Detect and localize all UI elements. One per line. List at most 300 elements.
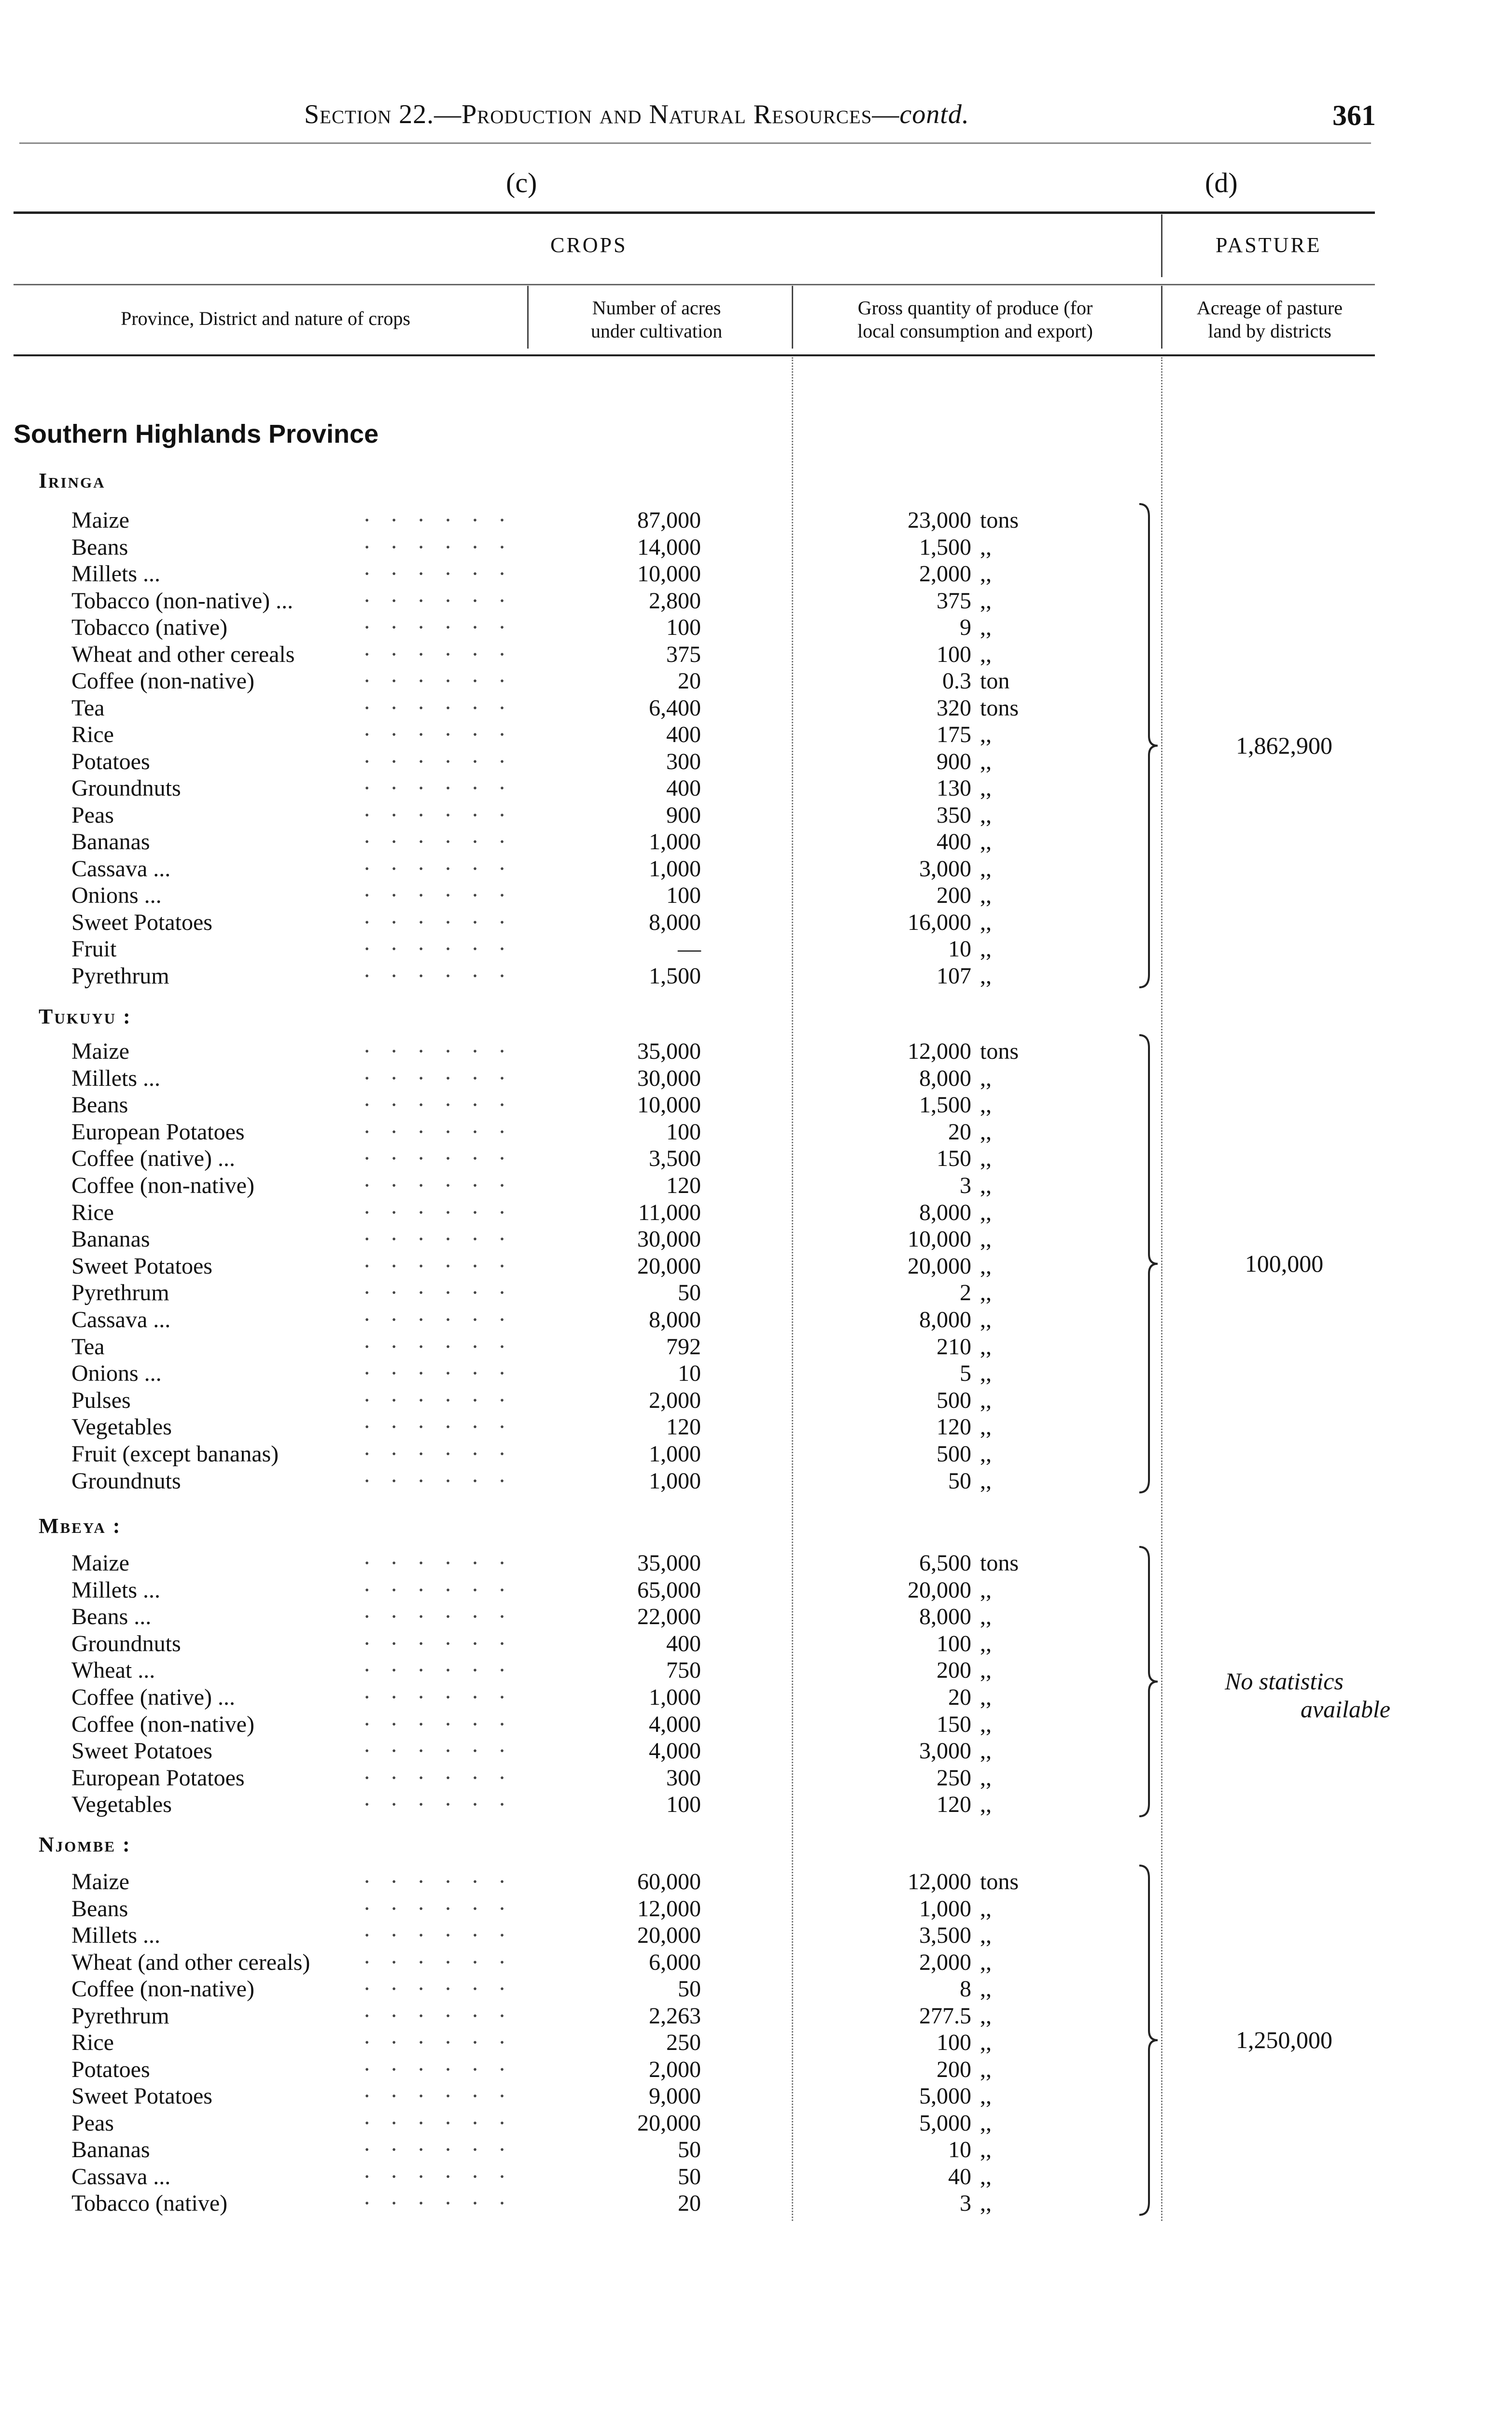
dot-leader: · · · · · · <box>363 1869 513 1895</box>
dot-leader: · · · · · · <box>363 1711 513 1737</box>
crop-name: Pyrethrum <box>71 2003 169 2029</box>
col-divider-3 <box>1161 286 1162 349</box>
quantity-cell: 3 <box>960 1173 971 1198</box>
quantity-cell: 120 <box>937 1792 971 1818</box>
crop-name: Potatoes <box>71 748 150 774</box>
quantity-cell: 3 <box>960 2190 971 2216</box>
unit-cell: ,, <box>980 1333 992 1360</box>
district-heading: Mbeya : <box>39 1514 122 1538</box>
crop-name: Sweet Potatoes <box>71 1738 212 1764</box>
dot-leader: · · · · · · <box>363 963 513 989</box>
dot-leader: · · · · · · <box>363 1765 513 1791</box>
quantity-cell: 50 <box>948 1468 971 1494</box>
acres-cell: 6,400 <box>649 695 701 721</box>
quantity-cell: 2,000 <box>919 1949 971 1975</box>
crop-name: Rice <box>71 722 114 747</box>
crop-name: Sweet Potatoes <box>71 2083 212 2109</box>
pasture-value: 1,250,000 <box>1236 2026 1332 2053</box>
crop-name: Potatoes <box>71 2056 150 2082</box>
acres-cell: 87,000 <box>637 507 701 533</box>
unit-cell: ,, <box>980 1792 992 1818</box>
quantity-cell: 120 <box>937 1414 971 1440</box>
crop-name: European Potatoes <box>71 1765 245 1791</box>
dot-leader: · · · · · · <box>363 1738 513 1764</box>
acres-cell: 30,000 <box>637 1226 701 1252</box>
acres-cell: 8,000 <box>649 909 701 935</box>
dot-leader: · · · · · · <box>363 1441 513 1467</box>
acres-cell: 11,000 <box>638 1199 701 1225</box>
unit-cell: ,, <box>980 534 992 560</box>
acres-cell: 100 <box>666 883 701 908</box>
pasture-value <box>1178 1667 1390 1723</box>
unit-cell: ,, <box>980 1280 992 1306</box>
acres-cell: 20 <box>678 2190 701 2216</box>
crop-name: Tobacco (non-native) ... <box>71 588 294 614</box>
crops-heading: CROPS <box>550 233 628 257</box>
quantity-cell: 500 <box>937 1441 971 1467</box>
unit-cell: ,, <box>980 1604 992 1630</box>
crop-name: Tobacco (native) <box>71 2190 228 2216</box>
table-row <box>0 507 1512 534</box>
crop-name: Coffee (non-native) <box>71 668 254 694</box>
acres-cell: 400 <box>666 722 701 747</box>
table-row <box>0 1738 1512 1765</box>
quantity-cell: 12,000 <box>908 1039 971 1064</box>
crop-name: Groundnuts <box>71 1468 181 1494</box>
table-row <box>0 1414 1512 1441</box>
unit-cell: ,, <box>980 1630 992 1656</box>
quantity-cell: 10 <box>948 936 971 962</box>
table-row <box>0 2163 1512 2190</box>
table-row <box>0 802 1512 829</box>
crop-name: Sweet Potatoes <box>71 909 212 935</box>
acres-cell: 50 <box>678 2163 701 2189</box>
quantity-cell: 100 <box>937 1630 971 1656</box>
crop-name: Coffee (native) ... <box>71 1146 235 1172</box>
table-row <box>0 668 1512 695</box>
crop-name: Coffee (native) ... <box>71 1684 235 1710</box>
crop-name: Beans ... <box>71 1604 152 1630</box>
dot-leader: · · · · · · <box>363 668 513 694</box>
quantity-cell: 100 <box>937 2030 971 2055</box>
col-divider-2 <box>792 286 793 349</box>
col-divider-1 <box>527 286 529 349</box>
table-row <box>0 1468 1512 1495</box>
dot-leader: · · · · · · <box>363 507 513 533</box>
crop-name: Pyrethrum <box>71 1280 169 1306</box>
table-row <box>0 963 1512 990</box>
dot-leader: · · · · · · <box>363 1307 513 1333</box>
acres-cell: 22,000 <box>637 1604 701 1630</box>
quantity-cell: 20,000 <box>908 1577 971 1603</box>
quantity-cell: 10 <box>948 2137 971 2162</box>
dot-leader: · · · · · · <box>363 748 513 774</box>
dot-leader: · · · · · · <box>363 883 513 908</box>
table-row <box>0 2083 1512 2110</box>
acres-cell: 120 <box>666 1173 701 1198</box>
crops-subrule <box>14 284 1375 285</box>
crop-name: Onions ... <box>71 883 162 908</box>
table-row <box>0 1306 1512 1333</box>
unit-cell: ,, <box>980 1092 992 1118</box>
table-row <box>0 1199 1512 1226</box>
unit-cell: ,, <box>980 1226 992 1252</box>
quantity-cell: 100 <box>937 641 971 667</box>
table-row <box>0 561 1512 588</box>
acres-cell: 10,000 <box>637 561 701 587</box>
quantity-cell: 200 <box>937 1657 971 1684</box>
quantity-cell: 8,000 <box>919 1065 971 1091</box>
dot-leader: · · · · · · <box>363 1199 513 1225</box>
unit-cell: ,, <box>980 722 992 747</box>
dot-leader: · · · · · · <box>363 1792 513 1818</box>
unit-cell: ,, <box>980 615 992 640</box>
quantity-cell: 5,000 <box>919 2110 971 2136</box>
table-row <box>0 1868 1512 1895</box>
crop-name: Rice <box>71 2030 114 2055</box>
unit-cell: ,, <box>980 936 992 962</box>
dot-leader: · · · · · · <box>363 1119 513 1145</box>
contd-label: contd. <box>899 99 969 129</box>
unit-cell: ,, <box>980 1468 992 1494</box>
dot-leader: · · · · · · <box>363 1280 513 1306</box>
dot-leader: · · · · · · <box>363 856 513 882</box>
dot-leader: · · · · · · <box>363 1361 513 1387</box>
dot-leader: · · · · · · <box>363 1923 513 1948</box>
quantity-cell: 2 <box>960 1280 971 1306</box>
quantity-cell: 2,000 <box>919 561 971 587</box>
crop-name: Bananas <box>71 829 150 855</box>
table-row <box>0 828 1512 856</box>
acres-cell: 30,000 <box>637 1065 701 1091</box>
acres-cell: 60,000 <box>637 1869 701 1895</box>
unit-cell: ,, <box>980 1738 992 1764</box>
crop-name: Onions ... <box>71 1361 162 1387</box>
dot-leader: · · · · · · <box>363 561 513 587</box>
quantity-cell: 23,000 <box>908 507 971 533</box>
crop-name: Peas <box>71 802 114 828</box>
crop-name: Rice <box>71 1199 114 1225</box>
quantity-cell: 16,000 <box>908 909 971 935</box>
dot-leader: · · · · · · <box>363 1550 513 1576</box>
table-row <box>0 695 1512 722</box>
dot-leader: · · · · · · <box>363 2003 513 2029</box>
quantity-cell: 8 <box>960 1976 971 2002</box>
table-row <box>0 2190 1512 2217</box>
crop-name: Vegetables <box>71 1792 172 1818</box>
quantity-cell: 277.5 <box>919 2003 971 2029</box>
dot-leader: · · · · · · <box>363 1146 513 1172</box>
crop-name: Tea <box>71 1333 105 1360</box>
acres-cell: 9,000 <box>649 2083 701 2109</box>
crop-name: Millets ... <box>71 1923 161 1948</box>
quantity-cell: 1,500 <box>919 1092 971 1118</box>
dot-leader: · · · · · · <box>363 1468 513 1494</box>
dot-leader: · · · · · · <box>363 936 513 962</box>
quantity-cell: 8,000 <box>919 1307 971 1333</box>
acres-col-header-line2: under cultivation <box>590 320 723 342</box>
quantity-cell: 40 <box>948 2163 971 2189</box>
table-row <box>0 936 1512 963</box>
pasture-value: 1,862,900 <box>1236 731 1332 759</box>
crop-name: Bananas <box>71 2137 150 2162</box>
crop-name: Cassava ... <box>71 856 171 882</box>
acres-cell: 2,263 <box>649 2003 701 2029</box>
dot-leader: · · · · · · <box>363 534 513 560</box>
table-row <box>0 1630 1512 1657</box>
dot-leader: · · · · · · <box>363 2110 513 2136</box>
acres-cell: 50 <box>678 1976 701 2002</box>
acres-cell: 50 <box>678 2137 701 2162</box>
dot-leader: · · · · · · <box>363 1630 513 1656</box>
dot-leader: · · · · · · <box>363 1684 513 1710</box>
crop-name: Fruit <box>71 936 117 962</box>
unit-cell: ,, <box>980 2190 992 2216</box>
acres-cell: 4,000 <box>649 1738 701 1764</box>
unit-cell: ,, <box>980 641 992 667</box>
unit-cell: tons <box>980 1039 1019 1064</box>
column-c-label: (c) <box>506 167 537 198</box>
acres-cell: 4,000 <box>649 1711 701 1737</box>
province-heading: Southern Highlands Province <box>14 420 379 449</box>
qty-col-header-line2: local consumption and export) <box>857 320 1093 342</box>
pasture-col-header <box>1163 296 1376 343</box>
quantity-cell: 3,000 <box>919 856 971 882</box>
table-row <box>0 1976 1512 2003</box>
acres-col-header <box>531 296 782 343</box>
province-col-header: Province, District and nature of crops <box>121 308 410 329</box>
unit-cell: tons <box>980 695 1019 721</box>
head-rule <box>19 142 1371 144</box>
table-row <box>0 614 1512 641</box>
acres-cell: 3,500 <box>649 1146 701 1172</box>
crop-name: Pyrethrum <box>71 963 169 989</box>
quantity-cell: 3,500 <box>919 1923 971 1948</box>
unit-cell: ,, <box>980 2030 992 2055</box>
acres-cell: 6,000 <box>649 1949 701 1975</box>
quantity-cell: 150 <box>937 1711 971 1737</box>
acres-cell: 1,000 <box>649 829 701 855</box>
dot-leader: · · · · · · <box>363 2137 513 2162</box>
quantity-cell: 6,500 <box>919 1550 971 1576</box>
quantity-cell: 175 <box>937 722 971 747</box>
quantity-cell: 20 <box>948 1684 971 1710</box>
dot-leader: · · · · · · <box>363 1226 513 1252</box>
quantity-cell: 210 <box>937 1333 971 1360</box>
unit-cell: ,, <box>980 1949 992 1975</box>
acres-cell: 12,000 <box>637 1895 701 1922</box>
grouping-brace <box>1134 1545 1163 1818</box>
unit-cell: ,, <box>980 2083 992 2109</box>
crop-name: Fruit (except bananas) <box>71 1441 279 1467</box>
table-row <box>0 1119 1512 1146</box>
acres-cell: 375 <box>666 641 701 667</box>
unit-cell: ,, <box>980 909 992 935</box>
acres-cell: 20,000 <box>637 1253 701 1279</box>
table-row <box>0 641 1512 668</box>
unit-cell: ,, <box>980 802 992 828</box>
dot-leader: · · · · · · <box>363 1976 513 2002</box>
acres-cell: 750 <box>666 1657 701 1684</box>
crop-name: European Potatoes <box>71 1119 245 1145</box>
table-row <box>0 1791 1512 1818</box>
crop-name: Groundnuts <box>71 1630 181 1656</box>
table-top-rule <box>14 211 1375 214</box>
table-row <box>0 1145 1512 1172</box>
dot-leader: · · · · · · <box>363 2030 513 2055</box>
dot-leader: · · · · · · <box>363 2056 513 2082</box>
table-row <box>0 534 1512 561</box>
dot-leader: · · · · · · <box>363 615 513 640</box>
dot-leader: · · · · · · <box>363 1092 513 1118</box>
unit-cell: ,, <box>980 963 992 989</box>
unit-cell: ,, <box>980 1199 992 1225</box>
qty-col-header-line1: Gross quantity of produce (for <box>857 297 1093 319</box>
grouping-brace <box>1134 502 1163 989</box>
dot-leader: · · · · · · <box>363 1253 513 1279</box>
dot-leader: · · · · · · <box>363 1577 513 1603</box>
acres-cell: 300 <box>666 1765 701 1791</box>
unit-cell: ,, <box>980 1711 992 1737</box>
pasture-col-header-line1: Acreage of pasture <box>1196 297 1343 319</box>
table-row <box>0 1360 1512 1387</box>
district-heading: Iringa <box>39 469 106 492</box>
quantity-cell: 20 <box>948 1119 971 1145</box>
unit-cell: ,, <box>980 775 992 801</box>
unit-cell: ,, <box>980 2163 992 2189</box>
crop-name: Cassava ... <box>71 1307 171 1333</box>
acres-cell: 400 <box>666 1630 701 1656</box>
acres-cell: 100 <box>666 1792 701 1818</box>
unit-cell: ,, <box>980 856 992 882</box>
crop-name: Maize <box>71 507 129 533</box>
acres-cell: 35,000 <box>637 1039 701 1064</box>
dot-leader: · · · · · · <box>363 1333 513 1360</box>
table-row <box>0 1765 1512 1792</box>
unit-cell: ,, <box>980 1307 992 1333</box>
quantity-cell: 3,000 <box>919 1738 971 1764</box>
quantity-cell: 5 <box>960 1361 971 1387</box>
crop-name: Maize <box>71 1869 129 1895</box>
dot-leader: · · · · · · <box>363 802 513 828</box>
acres-cell: 10,000 <box>637 1092 701 1118</box>
unit-cell: tons <box>980 1550 1019 1576</box>
table-row <box>0 1603 1512 1630</box>
unit-cell: ,, <box>980 1577 992 1603</box>
unit-cell: tons <box>980 507 1019 533</box>
quantity-cell: 107 <box>937 963 971 989</box>
dot-leader: · · · · · · <box>363 1657 513 1684</box>
table-row <box>0 775 1512 802</box>
table-row <box>0 909 1512 936</box>
table-row <box>0 856 1512 883</box>
page-number: 361 <box>1332 99 1376 131</box>
dot-leader: · · · · · · <box>363 1414 513 1440</box>
dot-leader: · · · · · · <box>363 2083 513 2109</box>
district-heading: Njombe : <box>39 1833 131 1856</box>
unit-cell: ,, <box>980 2137 992 2162</box>
crop-name: Vegetables <box>71 1414 172 1440</box>
quantity-cell: 350 <box>937 802 971 828</box>
quantity-cell: 1,000 <box>919 1895 971 1922</box>
acres-cell: 1,000 <box>649 856 701 882</box>
column-d-label: (d) <box>1205 167 1238 198</box>
table-row <box>0 1172 1512 1199</box>
unit-cell: ,, <box>980 1657 992 1684</box>
acres-cell: 14,000 <box>637 534 701 560</box>
crop-name: Peas <box>71 2110 114 2136</box>
table-row <box>0 1038 1512 1065</box>
quantity-cell: 320 <box>937 695 971 721</box>
unit-cell: ,, <box>980 1173 992 1198</box>
acres-cell: 35,000 <box>637 1550 701 1576</box>
pasture-col-header-line2: land by districts <box>1208 320 1331 342</box>
crop-name: Coffee (non-native) <box>71 1976 254 2002</box>
acres-cell: 20,000 <box>637 1923 701 1948</box>
grouping-brace <box>1134 1864 1163 2217</box>
unit-cell: ,, <box>980 829 992 855</box>
unit-cell: tons <box>980 1869 1019 1895</box>
crop-name: Groundnuts <box>71 775 181 801</box>
quantity-cell: 400 <box>937 829 971 855</box>
pasture-header-divider <box>1161 214 1162 277</box>
table-row <box>0 882 1512 909</box>
table-row <box>0 1065 1512 1092</box>
unit-cell: ,, <box>980 2056 992 2082</box>
quantity-cell: 0.3 <box>942 668 971 694</box>
crop-name: Maize <box>71 1039 129 1064</box>
unit-cell: ,, <box>980 1414 992 1440</box>
dot-leader: · · · · · · <box>363 2163 513 2189</box>
table-row <box>0 2136 1512 2163</box>
quantity-cell: 250 <box>937 1765 971 1791</box>
acres-cell: 120 <box>666 1414 701 1440</box>
acres-cell: 1,000 <box>649 1684 701 1710</box>
unit-cell: ,, <box>980 1361 992 1387</box>
running-head <box>304 99 1197 138</box>
crop-name: Millets ... <box>71 561 161 587</box>
crop-name: Tobacco (native) <box>71 615 228 640</box>
pasture-note-line1: No statistics <box>1225 1668 1344 1695</box>
acres-cell: 250 <box>666 2030 701 2055</box>
crop-name: Millets ... <box>71 1065 161 1091</box>
header-bottom-rule <box>14 354 1375 356</box>
unit-cell: ,, <box>980 1976 992 2002</box>
crop-name: Wheat (and other cereals) <box>71 1949 310 1975</box>
unit-cell: ,, <box>980 1119 992 1145</box>
dot-leader: · · · · · · <box>363 1173 513 1198</box>
crop-name: Bananas <box>71 1226 150 1252</box>
unit-cell: ,, <box>980 1923 992 1948</box>
table-row <box>0 1922 1512 1949</box>
unit-cell: ,, <box>980 1253 992 1279</box>
dot-leader: · · · · · · <box>363 2190 513 2216</box>
unit-cell: ,, <box>980 588 992 614</box>
table-row <box>0 2110 1512 2137</box>
unit-cell: ,, <box>980 2110 992 2136</box>
table-row <box>0 1279 1512 1306</box>
acres-cell: 792 <box>666 1333 701 1360</box>
acres-cell: 900 <box>666 802 701 828</box>
acres-cell: 2,000 <box>649 1387 701 1413</box>
dot-leader: · · · · · · <box>363 1604 513 1630</box>
acres-cell: 300 <box>666 748 701 774</box>
unit-cell: ,, <box>980 2003 992 2029</box>
table-row <box>0 2056 1512 2083</box>
unit-cell: ,, <box>980 748 992 774</box>
acres-cell: 1,500 <box>649 963 701 989</box>
acres-cell: 100 <box>666 615 701 640</box>
